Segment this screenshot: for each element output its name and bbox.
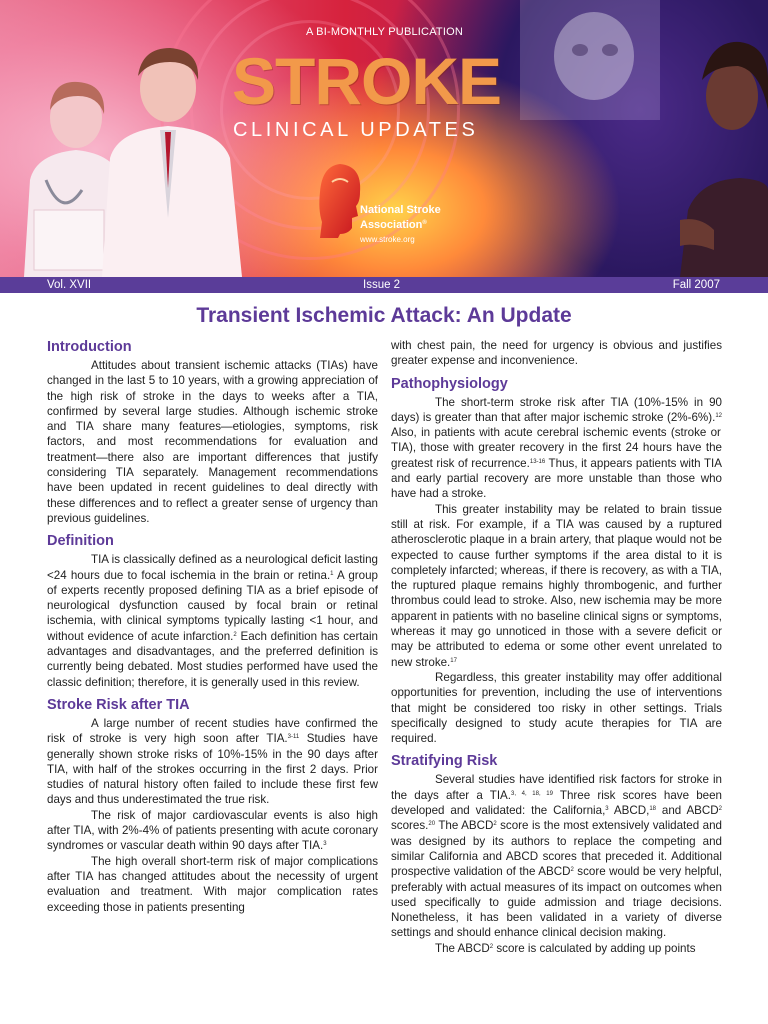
issue-label: Issue 2	[363, 279, 401, 291]
pathophysiology-paragraph-3: Regardless, this greater instability may offer additional opportunities for prevention, including the use of interventions that might be considered too risky in other settings. Trials specifically designed to study acute therapies for TIA are required.	[391, 670, 722, 746]
publication-frequency: A BI-MONTHLY PUBLICATION	[306, 26, 463, 38]
pathophysiology-paragraph-1: The short-term stroke risk after TIA (10%-15% in 90 days) is greater than that after major ischemic stroke (2%-6%).$^{12}$ Also, in patients with acute cerebral ischemic events (stroke or TIA), those with greater recovery in the first 24 hours have the greatest risk of recurrence.$^{13-16}$ Thus, it appears patients with TIA and early partial recovery are more unstable than those who have had a stroke.	[391, 395, 722, 501]
section-heading-stratifying-risk: Stratifying Risk	[391, 753, 498, 770]
masthead	[0, 0, 768, 277]
doctor-photo-right	[96, 18, 246, 277]
newsletter-title: STROKE	[232, 44, 502, 118]
left-column	[47, 338, 378, 915]
pathophysiology-paragraph-2: This greater instability may be related to brain tissue still at risk. For example, if a TIA was caused by a ruptured atherosclerotic plaque in a brain artery, that plaque would not be expected to cause further symptoms if the area distal to it is completely infarcted; whereas, if there is recovery, as with a TIA, the ruptured plaque remains highly thrombogenic, and further thrombus could lead to stroke. Also, new ischemia may be more apparent in patients with no baseline clinical signs or symptoms, whereas it may go unnoticed in those with a severe deficit or may be attributed to edema or some other event unrelated to new stroke.$^{17}$	[391, 502, 722, 669]
stratifying-risk-paragraph-2: The ABCD$^2$ score is calculated by adding up points	[435, 941, 696, 955]
stroke-risk-paragraph-1: A large number of recent studies have confirmed the risk of stroke is very high soon after TIA.$^{3-11}$ Studies have generally shown stroke risks of 10%-15% in the 90 days after TIA, with half of the strokes occurring in the first 2 days. Prior studies of natural history often failed to include these first few days and thus underestimated the true risk.	[47, 716, 378, 807]
season-label: Fall 2007	[672, 279, 720, 291]
stroke-risk-paragraph-2: The risk of major cardiovascular events is also high after TIA, with 2%-4% of patients presenting with acute coronary syndromes or vascular death within 90 days after TIA.$^3$	[47, 808, 378, 853]
article-title: Transient Ischemic Attack: An Update	[196, 304, 572, 327]
xray-image	[520, 0, 660, 120]
volume-label: Vol. XVII	[47, 279, 92, 291]
organization-url: www.stroke.org	[360, 235, 415, 244]
definition-paragraph: TIA is classically defined as a neurological deficit lasting <24 hours due to focal ischemia in the brain or retina.$^1$ A group of experts recently proposed defining TIA as a brief episode of neurological dysfunction caused by focal brain or retinal ischemia, with clinical symptoms typically lasting <1 hour, and without evidence of acute infarction.$^2$ Each definition has certain advantages and disadvantages, and the preferred definition is currently being debated. Most studies performed have used the classic definition; therefore, it is generally used in this review.	[47, 553, 378, 689]
section-heading-pathophysiology: Pathophysiology	[391, 375, 508, 392]
section-heading-definition: Definition	[47, 533, 114, 550]
right-column	[391, 338, 722, 956]
introduction-paragraph: Attitudes about transient ischemic attacks (TIAs) have changed in the last 5 to 10 years, with a growing appreciation of the high risk of stroke in the days to weeks after a TIA, confirmed by several large studies. Although ischemic stroke and TIA share many features—etiologies, symptoms, risk factors, and most recommendations for evaluation and treatment—there also are important differences that justify considering TIA separately. Management recommendations have been updated in recent guidelines to deal directly with these differences and to reflect a greater sense of urgency than previous guidelines.	[47, 359, 378, 525]
nsa-head-logo-icon	[318, 162, 362, 238]
organization-name: National Stroke Association®	[360, 204, 441, 231]
stratifying-risk-paragraph-1: Several studies have identified risk factors for stroke in the days after a TIA.$^{3, 4, 18, 19}$ Three risk scores have been developed and validated: the California,$^3$ ABCD,$^{18}$ and ABCD$^2$ scores.$^{20}$ The ABCD$^2$ score is the most extensively validated and was designed by its authors to replace the competing and similar California and ABCD scores that preceded it. Additional prospective validation of the ABCD$^2$ score would be very helpful, preferably with actual measures of its impact on outcomes when used specifically to guide admission and triage decisions. Nonetheless, it has been validated in a variety of diverse settings and should enhance clinical decision making.	[391, 773, 723, 940]
woman-photo-right	[680, 20, 768, 277]
section-heading-introduction: Introduction	[47, 339, 132, 355]
stroke-risk-paragraph-3: The high overall short-term risk of major complications after TIA has changed attitudes about the necessity of urgent evaluation and treatment. With major complication rates exceeding those in patients presenting	[47, 854, 378, 914]
section-heading-stroke-risk: Stroke Risk after TIA	[47, 696, 190, 713]
stroke-risk-paragraph-3-continued: with chest pain, the need for urgency is obvious and justifies greater expense and inconvenience.	[391, 339, 722, 368]
newsletter-subtitle: CLINICAL UPDATES	[233, 119, 479, 141]
issue-bar	[0, 277, 768, 293]
